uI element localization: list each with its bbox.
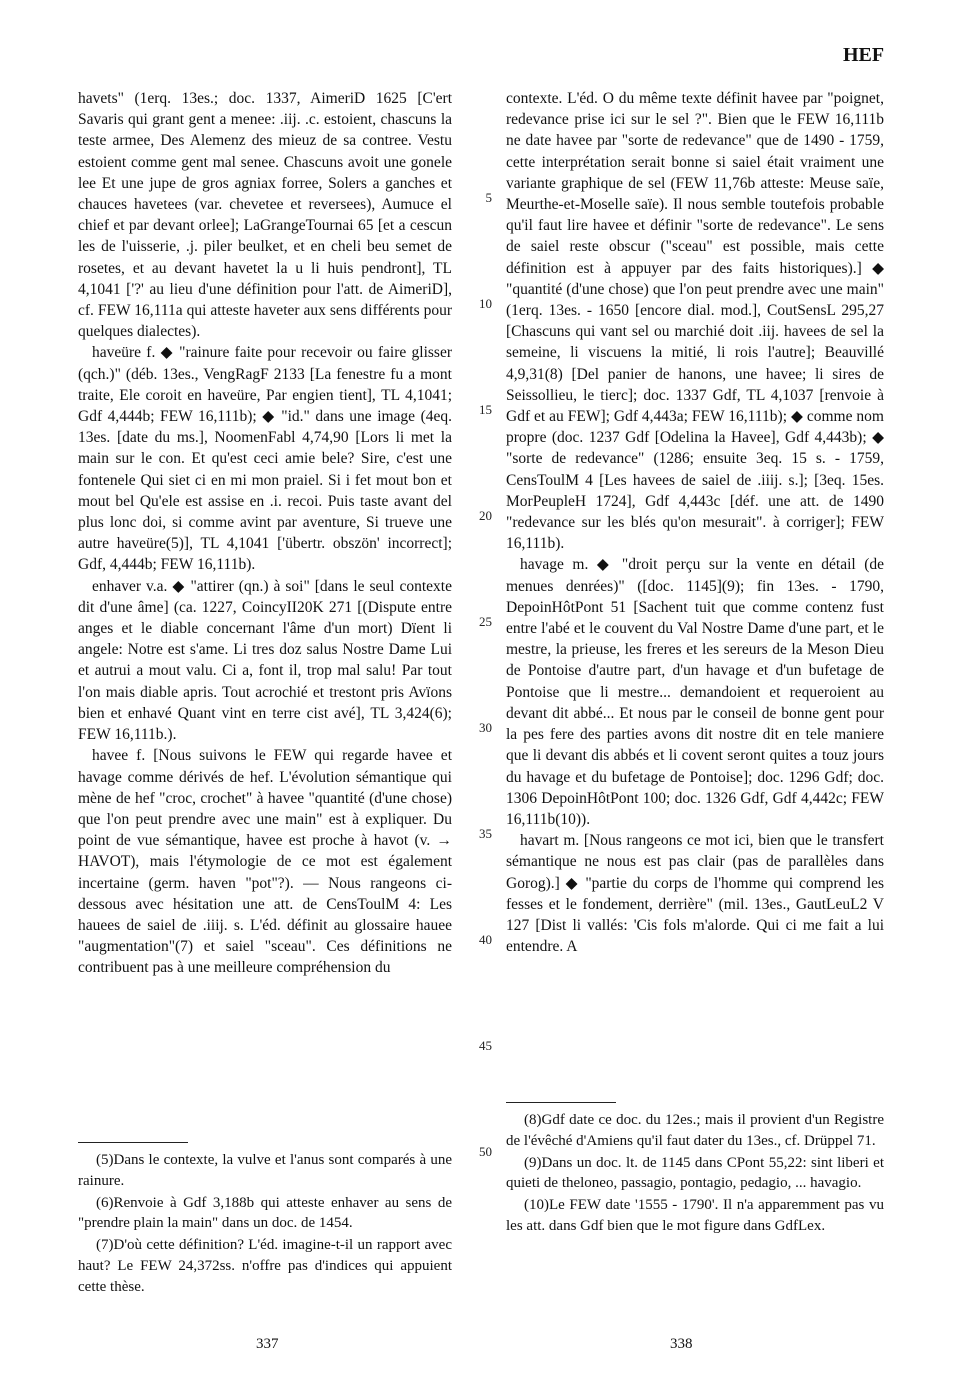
line-number: 30 (479, 720, 492, 735)
line-number: 25 (479, 614, 492, 629)
right-footnotes (506, 1110, 884, 1238)
line-number: 10 (479, 296, 492, 311)
entry-havee-continued: contexte. L'éd. O du même texte définit havee par "poignet, redevance prise ici sur le sel ?". Bien que le FEW 16,111b ne date havee par "sorte de redevance" que de 1490 - 1759, cette interprétation serait bonne si saiel était vraiment une variante graphique de sel (FEW 11,76b atteste: Meuse saïe, Meurthe-et-Moselle saïe). Il nous semble toutefois probable qu'il faut lire havee et définir "sorte de redevance". Le sens de saiel reste obscur ("sceau" est possible, mais cette définition est à appuyer par des faits historiques).] ◆ "quantité (d'une chose) que l'on peut prendre avec une main" (1erq. 13es. - 1650 [encore dial. mod.], CoutSensL 295,27 [Chascuns qui vant sel ou marchié doit .iij. havees de sel la semeine, li viscuens la mitié, li rois l'autre]; Beauvillé 4,9,31(8) [Del panier de hanons, une havee; li sires de Seissollieu, le tierc]; doc. 1337 Gdf, TL 4,1037 [renvoie à Gdf et au FEW]; Gdf 4,443a; FEW 16,111b); ◆ comme nom propre (doc. 1237 Gdf [Odelina la Havee], Gdf 4,443b); ◆ "sorte de redevance" (1286; ensuite 3eq. 15 s. - 1759, CensToulM 4 [Les havees de saiel de .iiij. s.]; [3eq. 15es. MorPeupleH 1724], Gdf 4,443c [déf. une att. de 1490 "redevance sur les blés qu'on mesurait". à corriger]; FEW 16,111b). (506, 90, 884, 553)
running-header: HEF (843, 44, 885, 66)
page-number-left: 337 (256, 1336, 279, 1352)
line-number: 35 (479, 826, 492, 841)
entry-enhaver: enhaver v.a. ◆ "attirer (qn.) à soi" [dans le seul contexte dit d'une âme] (ca. 1227, CoincyII20K 271 [(Dispute entre anges et le diable concernant l'âme d'un mort) Dïent li angele: Notre est s'ame. Li tres doz salus Nostre Dame Lui et autrui a mout valu. Ci a, font il, trop mal salu! Par tout l'on mais diable apris. Tout acrochié et trestont pris Avïons bien et enhavé Quant vint en terre cist avé], TL 3,424(6); FEW 16,111b.). (78, 577, 452, 744)
entry-havete-continued: havets" (1erq. 13es.; doc. 1337, AimeriD 1625 [C'ert Savaris qui grant gent a menee: .iij. .c. estoient, chascuns la teste armee, Des Alemenz des mieuz de sa contree. Vestu estoient comme gent mal senee. Chascuns avoit une gonele lee Et une jupe de gros agniax forree, Solers a ganches et chauces havetees (var. chevetee et reversees), Aumuce el chief et par devant orlee]; LaGrangeTournai 65 [et a cescun les de l'uisserie, .j. piler beulket, et en cheli beu semet de rosetes, et au devant havetet la u li huis pendront], TL 4,1041 ['?' au lieu d'une définition pour l'att. de AimeriD], cf. FEW 16,111a qui atteste haveter aux sens différents pour quelques dialectes). (78, 90, 452, 341)
footnote: (7)D'où cette définition? L'éd. imagine-t-il un rapport avec haut? Le FEW 24,372ss. n'offre pas d'indices qui appuient cette thèse. (78, 1237, 452, 1295)
line-number: 40 (479, 932, 492, 947)
footnote: (9)Dans un doc. lt. de 1145 dans CPont 55,22: sint liberi et quieti de theloneo, passagio, pontagio, pedagio, ... havagio. (506, 1154, 884, 1192)
right-column (506, 88, 884, 957)
line-number: 50 (479, 1144, 492, 1159)
footnote: (10)Le FEW date '1555 - 1790'. Il n'a apparemment pas vu les att. dans Gdf bien que le mot figure dans GdfLex. (506, 1197, 884, 1234)
line-number: 20 (479, 508, 492, 523)
line-number: 5 (485, 190, 492, 205)
footnote: (5)Dans le contexte, la vulve et l'anus sont comparés à une rainure. (78, 1152, 452, 1189)
footnote: (8)Gdf date ce doc. du 12es.; mais il provient d'un Registre de l'évêché d'Amiens qu'il faut dater du 13es., cf. Drüppel 71. (506, 1112, 884, 1149)
entry-havage: havage m. ◆ "droit perçu sur la vente en détail (de menues denrées)" ([doc. 1145](9); fin 13es. - 1790, DepoinHôtPont 51 [Sachent tuit que comme contenz fust entre l'abé et le couvent du Val Nostre Dame d'une part, et le mestre, la prieuse, les freres et les sereurs de la Meson Dieu de Pontoise d'autre part, d'un havage et d'un bufetage de Pontoise que li mestre... demandoient et requeroient au devant dit abbé... Et nous par le conseil de bonne gent pour la pes fere des parties avons dit nostre dit en tele maniere que li devant dis abbés et li covent seront quites a touz jours du havage et du bufetage de Pontoise]; doc. 1296 Gdf; doc. 1306 DepoinHôtPont 100; doc. 1326 Gdf, Gdf 4,442c; FEW 16,111b(10)). (506, 556, 884, 828)
page-number-right: 338 (670, 1336, 693, 1352)
left-column (78, 88, 452, 979)
footnote-rule (78, 1142, 188, 1143)
entry-havart: havart m. [Nous rangeons ce mot ici, bien que le transfert sémantique ne nous est pas clair (pas de parallèles dans Gorog).] ◆ "partie du corps de l'homme qui comprend les fesses et le fondement, derrière" (mil. 13es., GautLeuL2 V 127 [Dist li vallés: 'Cis fols m'alorde. Qui ci me fait a lui entendre. A (506, 832, 884, 956)
entry-haveure: haveüre f. ◆ "rainure faite pour recevoir ou faire glisser (qch.)" (déb. 13es., VengRagF 2133 [La fenestre fu a mont traite, Ele coroit en haveüre, Par engien tient], TL 4,1041; Gdf 4,444b; FEW 16,111b); ◆ "id." dans une image (4eq. 13es. [date du ms.], NoomenFabl 4,74,90 [Lors li met la main sur le con. Et qu'est ceci amie bele? Sire, c'est une fontenele Qui siet ci en mi mon praiel. Si i fet mout bon et mout bel Qu'ele est assise en .i. recoi. Puis taste avant del plus lonc doi, si comme avint par aventure, Si trueve une autre haveüre(5)], TL 4,1041 ['übertr. obszön' incorrect]; Gdf, 4,444b; FEW 16,111b). (78, 344, 452, 574)
line-number: 15 (479, 402, 492, 417)
line-number: 45 (479, 1038, 492, 1053)
left-footnotes (78, 1150, 452, 1299)
footnote: (6)Renvoie à Gdf 3,188b qui atteste enhaver au sens de "prendre plain la main" dans un doc. de 1454. (78, 1194, 452, 1232)
footnote-rule (506, 1102, 616, 1103)
entry-havee: havee f. [Nous suivons le FEW qui regarde havee et havage comme dérivés de hef. L'évolution sémantique qui mène de hef "croc, crochet" à havee "quantité (d'une chose) que l'on peut prendre avec une main" est à expliquer. Du point de vue sémantique, havee est proche à havot (v. → HAVOT), mais l'étymologie de ce mot est également incertaine (germ. haven "pot"?). — Nous rangeons ci-dessous avec hésitation une att. de CensToulM 4: Les hauees de saiel de .iiij. s. L'éd. définit au glossaire hauee "augmentation"(7) et saiel "sceau". Ces définitions ne contribuent pas à une meilleure compréhension du (78, 747, 452, 977)
